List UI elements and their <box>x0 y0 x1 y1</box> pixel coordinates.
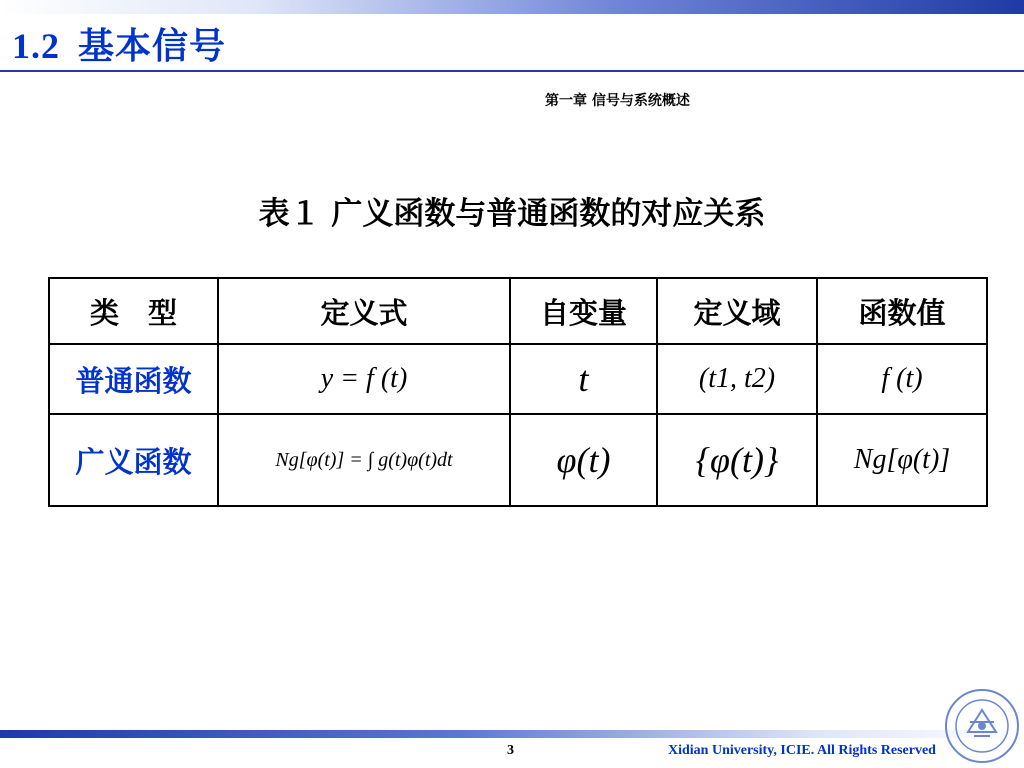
row-type-ordinary: 普通函数 <box>49 344 218 414</box>
ordinary-domain: (t1, t2) <box>657 344 817 414</box>
table-header-row <box>49 278 987 344</box>
table-caption: 表１ 广义函数与普通函数的对应关系 <box>258 196 766 232</box>
title-divider <box>0 70 1024 72</box>
bottom-decor-bar <box>0 730 1024 738</box>
page-number: 3 <box>507 743 514 758</box>
column-header-definition: 定义式 <box>218 278 510 344</box>
column-header-variable: 自变量 <box>510 278 657 344</box>
table-row-generalized-function <box>49 414 987 506</box>
column-header-domain: 定义域 <box>657 278 817 344</box>
correspondence-table <box>48 277 988 507</box>
row-type-generalized: 广义函数 <box>49 414 218 506</box>
section-number: 1.2 <box>12 26 60 66</box>
ordinary-value: f (t) <box>817 344 987 414</box>
copyright-text: Xidian University, ICIE. All Rights Reserved <box>668 743 936 758</box>
column-header-type: 类 型 <box>49 278 218 344</box>
chapter-label: 第一章 信号与系统概述 <box>545 93 690 109</box>
ordinary-variable: t <box>510 344 657 414</box>
generalized-domain: {φ(t)} <box>657 414 817 506</box>
table-row-ordinary-function <box>49 344 987 414</box>
generalized-variable: φ(t) <box>510 414 657 506</box>
ordinary-definition: y = f (t) <box>218 344 510 414</box>
university-seal-icon <box>944 688 1020 764</box>
slide-title <box>12 18 226 69</box>
generalized-value: Ng[φ(t)] <box>817 414 987 506</box>
top-decor-bar <box>0 0 1024 14</box>
section-title: 基本信号 <box>78 26 227 67</box>
column-header-value: 函数值 <box>817 278 987 344</box>
generalized-definition: Ng[φ(t)] = ∫ g(t)φ(t)dt <box>218 414 510 506</box>
